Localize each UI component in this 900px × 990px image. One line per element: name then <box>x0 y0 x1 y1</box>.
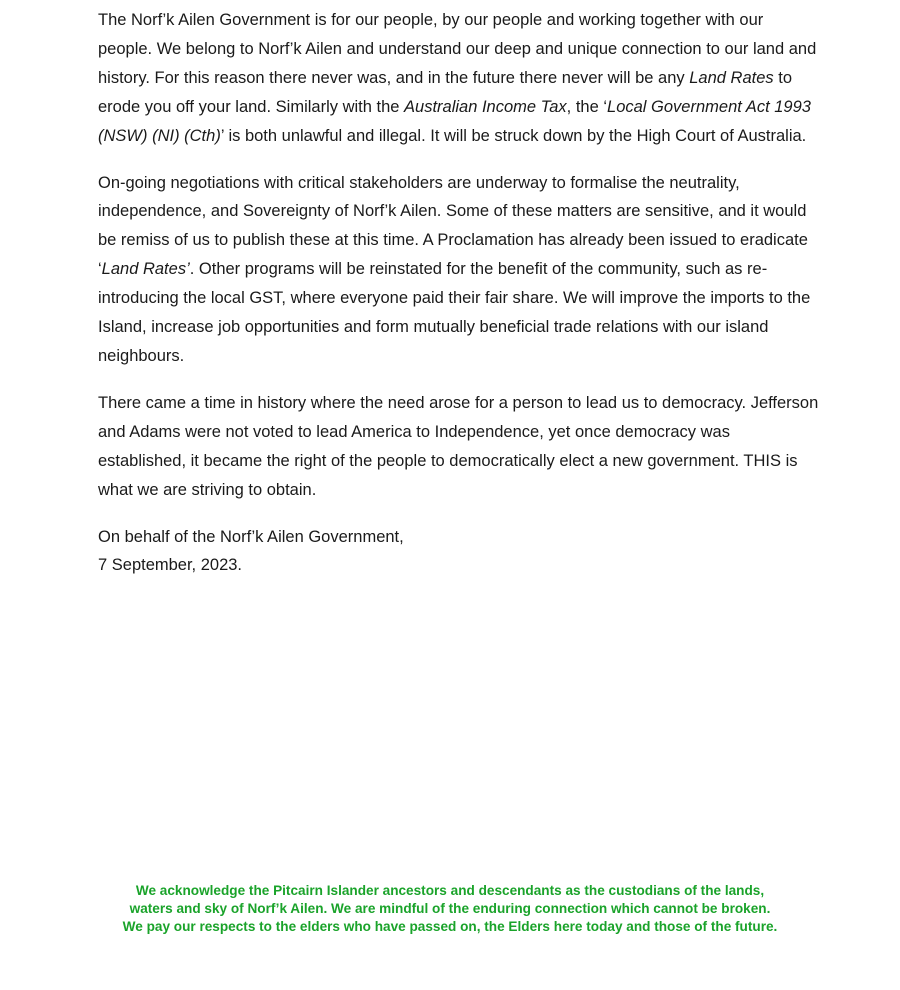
closing-date: 7 September, 2023. <box>98 556 243 575</box>
acknowledgement-footer <box>0 882 900 936</box>
paragraph-text: ’ is both unlawful and illegal. It will be struck down by the High Court of Australia. <box>220 126 807 145</box>
paragraph-negotiations <box>98 169 820 371</box>
paragraph-land-rates <box>98 6 820 151</box>
paragraph-democracy <box>98 389 820 505</box>
closing-signoff: On behalf of the Norf’k Ailen Government, <box>98 527 404 546</box>
paragraph-text: There came a time in history where the need arose for a person to lead us to democracy. Jefferson and Adams were not voted to lead America to Independence, yet once democracy was established, it became the right of the people to democratically elect a new government. THIS is what we are striving to obtain. <box>98 393 819 499</box>
acknowledgement-line-3: We pay our respects to the elders who have passed on, the Elders here today and those of the future. <box>122 919 778 934</box>
emphasis-text: Australian Income Tax <box>404 97 567 116</box>
paragraph-text: . Other programs will be reinstated for the benefit of the community, such as re-introducing the local GST, where everyone paid their fair share. We will improve the imports to the Island, increase job opportunities and form mutually beneficial trade relations with our island neighbours. <box>98 260 811 365</box>
acknowledgement-line-2: waters and sky of Norf’k Ailen. We are mindful of the enduring connection which cannot be broken. <box>129 901 771 916</box>
paragraph-text: to erode you off your land. Similarly with the <box>98 68 793 116</box>
document-body <box>98 6 820 580</box>
paragraph-text: The Norf’k Ailen Government is for our people, by our people and working together with our people. We belong to Norf’k Ailen and understand our deep and unique connection to our land and history. For this reason there never was, and in the future there never will be any <box>98 11 817 87</box>
paragraph-text: On-going negotiations with critical stakeholders are underway to formalise the neutrality, independence, and Sovereignty of Norf’k Ailen. Some of these matters are sensitive, and it would be remiss of us to publish these at this time. A Proclamation has already been issued to eradicate ‘ <box>98 173 808 279</box>
emphasis-text: Land Rates <box>689 68 774 87</box>
emphasis-text: Local Government Act 1993 (NSW) (NI) (Cth) <box>98 97 811 145</box>
paragraph-text: , the ‘ <box>566 97 608 116</box>
acknowledgement-line-1: We acknowledge the Pitcairn Islander ancestors and descendants as the custodians of the lands, <box>135 883 765 898</box>
closing-block <box>98 523 820 581</box>
emphasis-text: Land Rates’ <box>101 260 190 279</box>
